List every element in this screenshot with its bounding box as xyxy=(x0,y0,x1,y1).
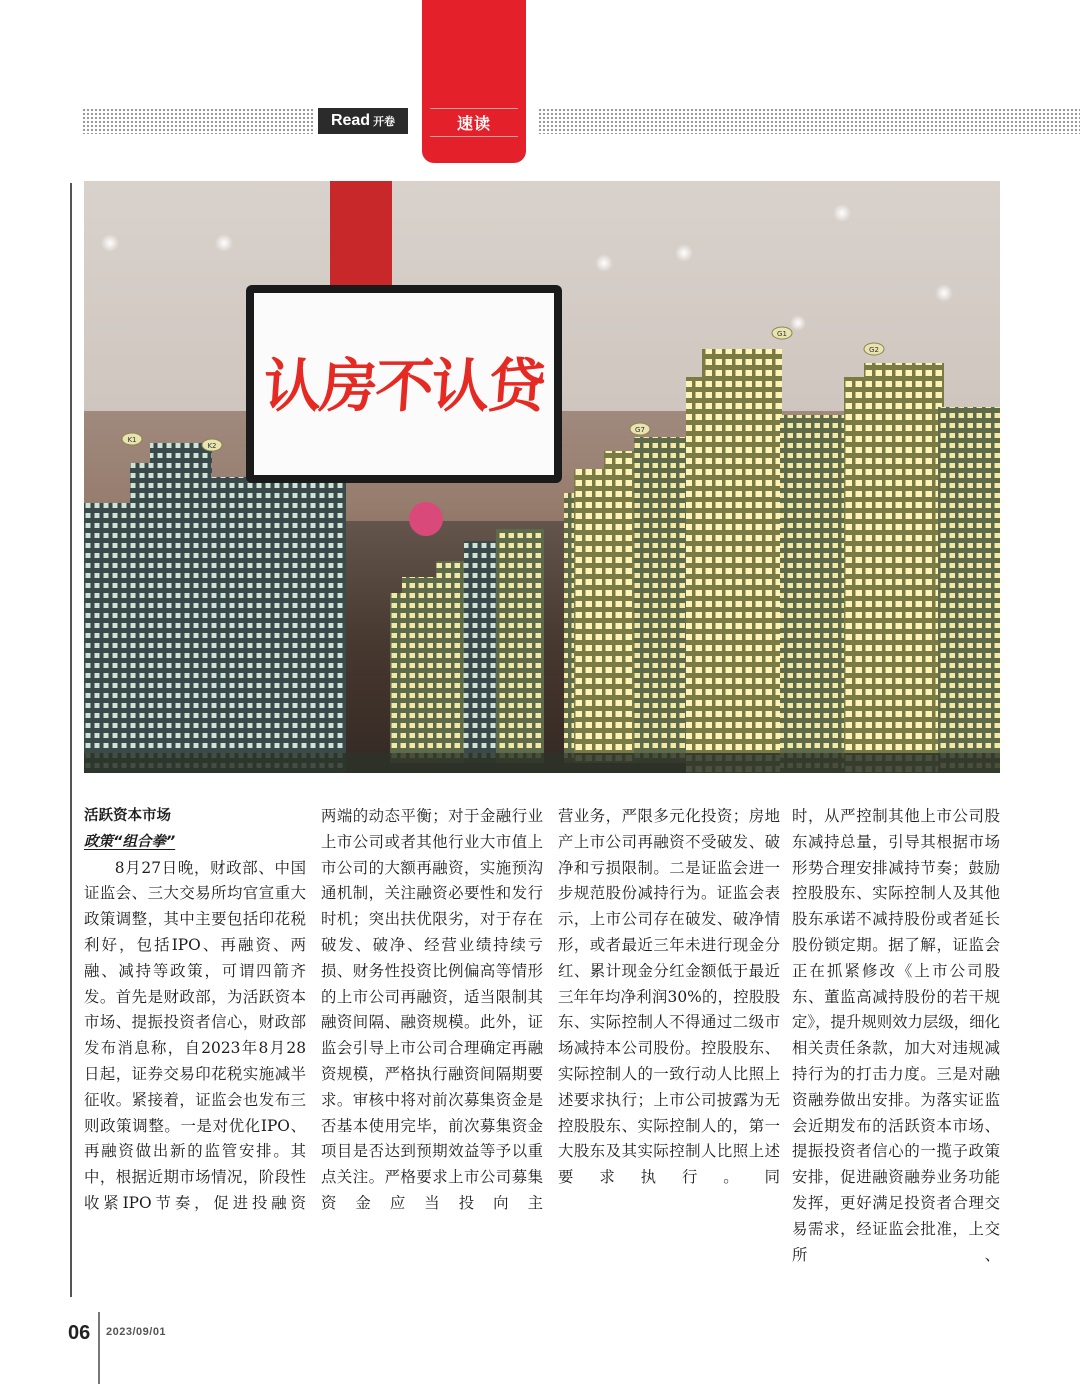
lantern xyxy=(409,502,443,536)
section-tab-label: 速读 xyxy=(456,114,491,133)
building-tag xyxy=(772,327,792,339)
building-tag xyxy=(864,343,884,355)
header-dot-pattern-right xyxy=(538,108,1080,134)
svg-text:K2: K2 xyxy=(207,442,217,450)
article-column-3 xyxy=(558,804,780,1191)
building-tag xyxy=(630,423,650,435)
footer-rule xyxy=(98,1312,100,1384)
svg-text:G1: G1 xyxy=(777,330,787,338)
article-column-2 xyxy=(321,804,543,1217)
article-photo xyxy=(84,181,1000,773)
section-tab xyxy=(422,0,526,163)
section-title: 活跃资本市场 xyxy=(84,808,171,824)
svg-text:K1: K1 xyxy=(127,436,137,444)
header-dot-pattern-left xyxy=(82,108,314,134)
article-paragraph: 8月27日晚，财政部、中国证监会、三大交易所均官宣重大政策调整，其中主要包括印花税利好，包括IPO、再融资、两融、减持等政策，可谓四箭齐发。首先是财政部，为活跃资本市场、提振投资者信心，财政部发布消息称，自2023年8月28日起，证券交易印花税实施减半征收。紧接着，证监会也发布三则政策调整。一是对优化IPO、再融资做出新的监管安排。其中，根据近期市场情况，阶段性收紧IPO节奏，促进投融资 xyxy=(84,858,306,1212)
svg-text:G2: G2 xyxy=(869,346,879,354)
article-paragraph: 两端的动态平衡；对于金融行业上市公司或者其他行业大市值上市公司的大额再融资，实施预沟通机制，关注融资必要性和发行时机；突出扶优限劣，对于存在破发、破净、经营业绩持续亏损、财务性投资比例偏高等情形的上市公司再融资，适当限制其融资间隔、融资规模。此外，证监会引导上市公司合理确定再融资规模，严格执行融资间隔期要求。审核中将对前次募集资金是否基本使用完毕，前次募集资金项目是否达到预期效益等予以重点关注。严格要求上市公司募集资金应当投向主 xyxy=(321,807,543,1212)
article-paragraph: 时，从严控制其他上市公司股东减持总量，引导其根据市场形势合理安排减持节奏；鼓励控股股东、实际控制人及其他股东承诺不减持股份或者延长股份锁定期。据了解，证监会正在抓紧修改《上市公司股东、董监高减持股份的若干规定》，提升规则效力层级，细化相关责任条款，加大对违规减持行为的打击力度。三是对融资融券做出安排。为落实证监会近期发布的活跃资本市场、提振投资者信心的一揽子政策安排，促进融资融券业务功能发挥，更好满足投资者合理交易需求，经证监会批准，上交所、 xyxy=(792,807,1000,1264)
building-tag xyxy=(202,439,222,451)
issue-date: 2023/09/01 xyxy=(106,1326,167,1338)
building-tag xyxy=(122,433,142,445)
section-subtitle: 政策“组合拳” xyxy=(84,833,176,850)
read-sub-label: 开卷 xyxy=(373,115,396,128)
read-section-tag xyxy=(318,108,408,134)
article-paragraph: 营业务，严限多元化投资；房地产上市公司再融资不受破发、破净和亏损限制。二是证监会进一步规范股份减持行为。证监会表示，上市公司存在破发、破净情形，或者最近三年未进行现金分红、累计现金分红金额低于最近三年年均净利润30%的，控股股东、实际控制人不得通过二级市场减持本公司股份。控股股东、实际控制人的一致行动人比照上述要求执行；上市公司披露为无控股股东、实际控制人的，第一大股东及其实际控制人比照上述要求执行。同 xyxy=(558,807,780,1187)
article-column-4 xyxy=(792,804,1000,1268)
photo-illustration xyxy=(84,181,1000,773)
article-column-1 xyxy=(84,804,306,1217)
svg-text:G7: G7 xyxy=(635,426,645,434)
page-number: 06 xyxy=(68,1322,91,1344)
read-label: Read xyxy=(330,112,371,129)
left-margin-rule xyxy=(70,183,72,1297)
tv-screen-text: 认房不认贷 xyxy=(261,352,547,420)
